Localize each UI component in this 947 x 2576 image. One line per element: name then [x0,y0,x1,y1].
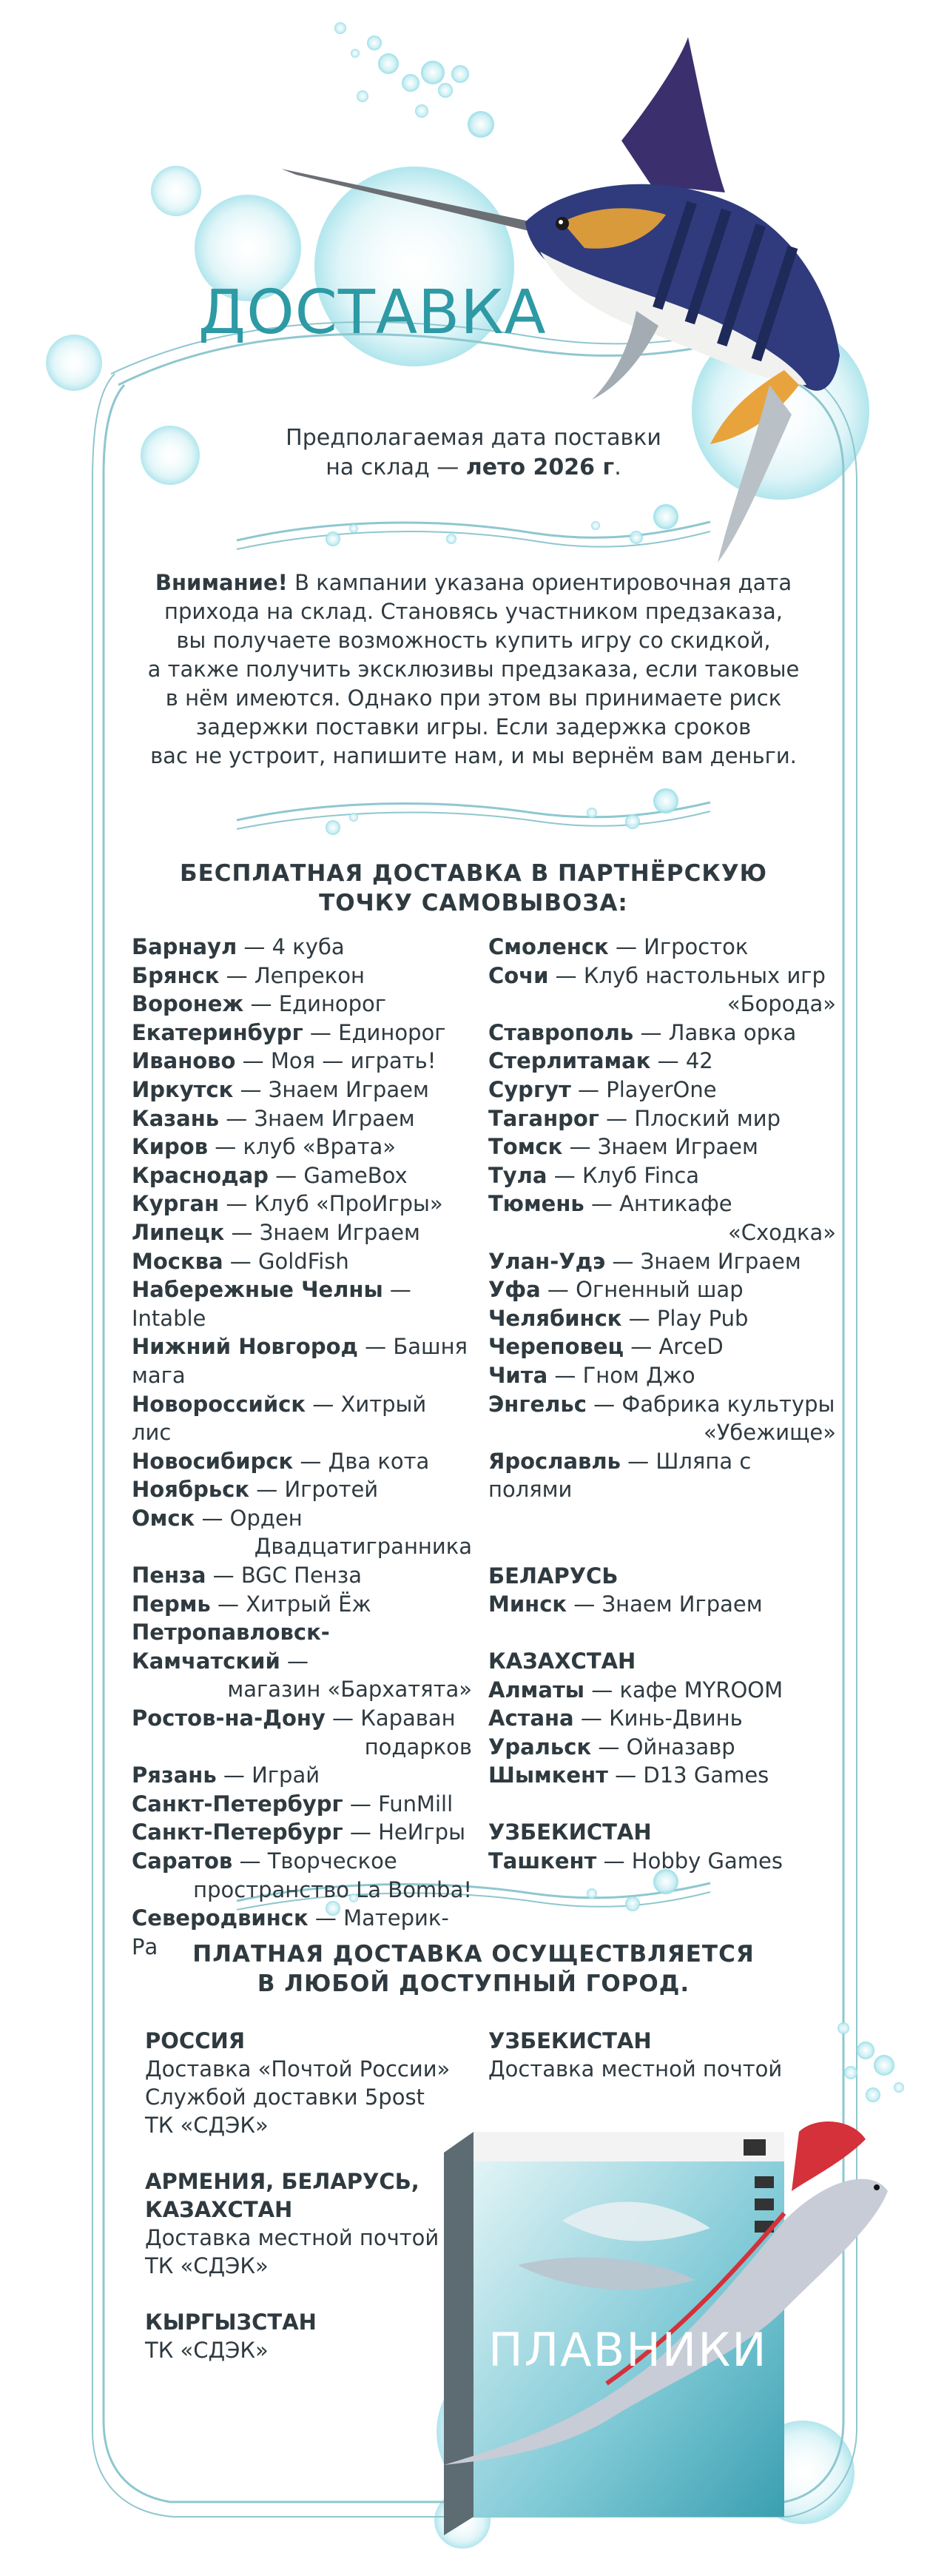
city-name: Липецк [132,1219,225,1245]
dash: — [608,934,644,959]
list-item [132,1218,472,1247]
dash: — [325,1705,361,1731]
list-item [132,1047,472,1076]
city-name: Екатеринбург [132,1019,303,1045]
pickup-place-continued: «Борода» [727,991,836,1017]
city-name: Воронеж [132,991,244,1017]
pickup-place: Орден [229,1505,303,1531]
paid-heading-line1: ПЛАТНАЯ ДОСТАВКА ОСУЩЕСТВЛЯЕТСЯ [192,1941,755,1968]
notice-line: вы получаете возможность купить игру со скидкой, [176,628,771,653]
dash: — [223,1248,259,1274]
city-name: Череповец [488,1334,624,1360]
pickup-points-russia-right [488,933,836,1504]
abk-option: Доставка местной почтой [145,2225,439,2250]
notice-text: В кампании указана ориентировочная дата [287,570,792,595]
page-title: ДОСТАВКА [198,278,547,348]
city-name: Ноябрьск [132,1477,250,1503]
dash: — [268,1162,304,1188]
pickup-place: 4 куба [272,934,345,959]
russia-option: Доставка «Почтой России» [145,2056,451,2082]
pickup-place: Играй [252,1762,320,1788]
dash: — [206,1563,241,1589]
pickup-place-continued: магазин «Бархатята» [227,1677,472,1703]
dash: — [249,1477,285,1503]
pickup-place: Hobby Games [631,1848,783,1874]
kyrgyzstan-heading: КЫРГЫЗСТАН [145,2310,317,2335]
pickup-place: Play Pub [656,1305,749,1331]
dash: — [584,1191,620,1217]
list-item [488,1447,836,1504]
dash: — [235,1048,271,1074]
list-item [132,933,472,962]
city-name: Нижний Новгород [132,1334,358,1360]
city-name: Краснодар [132,1162,269,1188]
dash: — [233,1076,269,1102]
dash: — [303,1019,339,1045]
pickup-place: Два кота [328,1448,430,1474]
delivery-note-line2 [222,453,725,483]
list-item [488,1247,836,1276]
list-item [488,1676,836,1705]
dash: — [219,962,255,988]
city-name: Уральск [488,1734,592,1760]
pickup-place-continued: пространство La Bomba! [193,1876,472,1902]
pickup-place: Клуб настольных игр [583,962,826,988]
city-name: Улан-Удэ [488,1248,606,1274]
pickup-place: Огненный шар [576,1277,744,1303]
list-item [488,1133,836,1161]
list-item [488,1361,836,1390]
uzbekistan-heading: УЗБЕКИСТАН [488,1819,652,1845]
dash: — [280,1648,309,1674]
abk-heading-line1: АРМЕНИЯ, БЕЛАРУСЬ, [145,2169,419,2194]
city-name: Северодвинск [132,1905,309,1931]
list-item [488,1761,836,1790]
dash: — [237,934,272,959]
dash: — [219,1105,255,1131]
city-name: Тула [488,1162,547,1188]
dash: — [591,1734,627,1760]
dash: — [210,1591,246,1617]
city-name: Астана [488,1705,574,1731]
abk-heading-line2: КАЗАХСТАН [145,2197,293,2222]
pickup-place: Знаем Играем [640,1248,801,1274]
dash: — [607,1762,644,1788]
pickup-place-continued: «Убежище» [703,1420,836,1446]
city-name: Новосибирск [132,1448,294,1474]
notice-line: задержки поставки игры. Если задержка сроков [195,714,752,739]
wave-divider-1-bubbles [326,504,678,546]
city-name: Иваново [132,1048,236,1074]
pickup-place: кафе MYROOM [619,1677,783,1703]
city-name: Энгельс [488,1391,587,1417]
list-item [132,990,472,1019]
abk-option: ТК «СДЭК» [145,2253,269,2278]
preorder-notice [141,568,806,771]
city-name: Казань [132,1105,220,1131]
city-name: Киров [132,1134,209,1160]
list-item [488,1047,836,1076]
list-item [132,1704,472,1733]
city-name: Курган [132,1191,220,1217]
city-name: Томск [488,1134,563,1160]
list-item [488,1847,836,1876]
list-item [488,1076,836,1104]
delivery-note-suffix: . [614,455,621,480]
pickup-place: ArceD [658,1334,724,1360]
pickup-place: Клуб Finca [582,1162,700,1188]
dash: — [573,1705,610,1731]
dash: — [547,1162,582,1188]
free-heading-line2: ТОЧКУ САМОВЫВОЗА: [319,890,628,916]
list-item [132,1475,472,1504]
dash: — [306,1391,341,1417]
pickup-place: Intable [132,1305,206,1331]
pickup-place: PlayerOne [606,1076,717,1102]
list-item [132,1590,472,1619]
pickup-place: Творческое [267,1848,397,1874]
pickup-place: Игросток [644,934,749,959]
dash: — [293,1448,328,1474]
pickup-place-continued: «Сходка» [728,1219,836,1245]
pickup-place: GoldFish [258,1248,349,1274]
dash: — [584,1677,620,1703]
city-name: Сочи [488,962,549,988]
list-item [132,1847,472,1876]
dash: — [567,1591,602,1617]
right-bubbles-cluster [838,2022,904,2102]
list-item [488,933,836,962]
notice-line: а также получить эксклюзивы предзаказа, если таковые [147,657,800,682]
pickup-place: Антикафе [619,1191,732,1217]
list-item [488,1332,836,1361]
list-item [132,1019,472,1047]
city-name: Петропавловск-Камчатский [132,1620,330,1674]
list-item [488,1733,836,1762]
city-name: Саратов [132,1848,233,1874]
paid-delivery-right [488,2027,836,2083]
delivery-note-line1: Предполагаемая дата поставки [286,425,661,451]
list-item [488,1590,836,1619]
pickup-place: Башня [393,1334,468,1360]
pickup-place: Клуб «ПроИгры» [254,1191,443,1217]
pickup-place: Моя — играть! [270,1048,437,1074]
russia-option: ТК «СДЭК» [145,2113,269,2138]
pickup-place: 42 [685,1048,713,1074]
city-name: Барнаул [132,934,237,959]
list-item [132,1761,472,1790]
pickup-place: Знаем Играем [268,1076,429,1102]
city-name: Таганрог [488,1105,599,1131]
notice-bold: Внимание! [155,570,288,595]
russia-heading: РОССИЯ [145,2028,246,2053]
pickup-points-right [488,933,836,1875]
dash: — [547,1362,583,1388]
city-name: Москва [132,1248,223,1274]
notice-line: прихода на склад. Становясь участником предзаказа, [164,599,783,624]
dash: — [343,1791,379,1817]
pickup-place: Материк-Ра [132,1905,449,1959]
paid-delivery-left [145,2027,471,2364]
list-item [132,962,472,990]
pickup-place: Караван [360,1705,456,1731]
dash: — [343,1819,379,1845]
uzbekistan-paid-heading: УЗБЕКИСТАН [488,2028,652,2053]
dash: — [624,1334,659,1360]
dash: — [605,1248,641,1274]
list-item [132,1161,472,1190]
dash: — [208,1134,243,1160]
city-name: Ташкент [488,1848,597,1874]
dash: — [548,962,584,988]
city-name: Шымкент [488,1762,608,1788]
kyrgyzstan-option: ТК «СДЭК» [145,2338,269,2363]
kazakhstan-points [488,1676,836,1790]
top-bubbles-cluster [334,22,494,138]
pickup-place: Единорог [338,1019,446,1045]
pickup-place: Хитрый Ёж [246,1591,371,1617]
list-item [488,1190,836,1218]
pickup-place: Знаем Играем [597,1134,758,1160]
pickup-place: FunMill [378,1791,454,1817]
city-name: Ростов-на-Дону [132,1705,326,1731]
list-item [488,962,836,990]
city-name: Пенза [132,1563,206,1589]
dash: — [232,1848,268,1874]
pickup-points-left [132,933,472,1961]
pickup-place: Лавка орка [668,1019,797,1045]
city-name: Новороссийск [132,1391,306,1417]
list-item [488,1161,836,1190]
notice-line: в нём имеются. Однако при этом вы принимаете риск [165,685,782,711]
list-item [488,1019,836,1047]
dash: — [308,1905,344,1931]
notice-line: вас не устроит, напишите нам, и мы вернём вам деньги. [150,743,797,768]
dash: — [382,1277,411,1303]
list-item [132,1818,472,1847]
pickup-place-continued: подарков [364,1734,472,1760]
list-item [132,1247,472,1276]
dash: — [243,991,279,1017]
pickup-place: Игротей [284,1477,379,1503]
pickup-place: Знаем Играем [254,1105,415,1131]
list-item [132,1104,472,1133]
uzbekistan-paid-option: Доставка местной почтой [488,2056,783,2082]
city-name: Санкт-Петербург [132,1791,343,1817]
city-name: Иркутск [132,1076,234,1102]
dash: — [620,1448,656,1474]
list-item [132,1390,472,1447]
pickup-place: Шляпа с полями [488,1448,752,1503]
dash: — [570,1076,607,1102]
pickup-place-continued: Двадцатигранника [254,1534,472,1560]
city-name: Сургут [488,1076,571,1102]
list-item [488,1390,836,1419]
dash: — [216,1762,252,1788]
list-item [488,1304,836,1333]
city-name: Тюмень [488,1191,584,1217]
kazakhstan-heading: КАЗАХСТАН [488,1648,636,1674]
dash: — [357,1334,394,1360]
russia-option: Службой доставки 5post [145,2084,425,2110]
pickup-place: Плоский мир [634,1105,781,1131]
list-item [132,1133,472,1161]
free-heading-line1: БЕСПЛАТНАЯ ДОСТАВКА В ПАРТНЁРСКУЮ [179,860,768,887]
city-name: Ставрополь [488,1019,634,1045]
pickup-place: клуб «Врата» [243,1134,397,1160]
pickup-place: D13 Games [643,1762,769,1788]
pickup-place: Ойназавр [626,1734,735,1760]
list-item [488,1104,836,1133]
city-name: Минск [488,1591,567,1617]
wave-divider-2 [237,802,710,829]
dash: — [650,1048,686,1074]
delivery-date-note [222,423,725,483]
list-item [132,1076,472,1104]
pickup-place: Знаем Играем [259,1219,420,1245]
free-delivery-heading [141,859,806,918]
pickup-place: BGC Пенза [240,1563,362,1589]
dash: — [621,1305,657,1331]
city-name: Санкт-Петербург [132,1819,343,1845]
dash: — [562,1134,598,1160]
pickup-place-continued: мага [132,1362,186,1388]
city-name: Уфа [488,1277,541,1303]
list-item [132,1332,472,1361]
pickup-place: НеИгры [378,1819,465,1845]
dash: — [599,1105,635,1131]
game-box-title: ПЛАВНИКИ [488,2323,768,2377]
pickup-place: Кинь-Двинь [609,1705,743,1731]
city-name: Брянск [132,962,220,988]
pickup-place: Знаем Играем [601,1591,763,1617]
list-item [132,1275,472,1332]
city-name: Набережные Челны [132,1277,383,1303]
list-item [132,1447,472,1476]
belarus-heading: БЕЛАРУСЬ [488,1563,619,1589]
dash: — [596,1848,632,1874]
paid-heading-line2: В ЛЮБОЙ ДОСТУПНЫЙ ГОРОД. [257,1970,690,1997]
list-item [488,1275,836,1304]
city-name: Рязань [132,1762,217,1788]
notice-line [141,568,806,597]
pickup-place: Хитрый лис [132,1391,427,1446]
wave-divider-2-bubbles [326,788,678,835]
pickup-place: Фабрика культуры [621,1391,835,1417]
city-name: Ярославль [488,1448,621,1474]
list-item [132,1790,472,1819]
city-name: Стерлитамак [488,1048,651,1074]
city-name: Омск [132,1505,195,1531]
city-name: Смоленск [488,934,609,959]
list-item [132,1561,472,1590]
dash: — [224,1219,260,1245]
list-item [132,1504,472,1533]
dash: — [540,1277,576,1303]
city-name: Челябинск [488,1305,622,1331]
dash: — [219,1191,255,1217]
pickup-place: Единорог [278,991,387,1017]
delivery-date-value: лето 2026 г [465,455,615,480]
pickup-place: GameBox [303,1162,408,1188]
dash: — [633,1019,669,1045]
pickup-place: Лепрекон [254,962,365,988]
list-item [132,1618,472,1675]
delivery-note-prefix: на склад — [326,455,466,480]
paid-delivery-heading [141,1939,806,1999]
pickup-place: Гном Джо [582,1362,695,1388]
dash: — [586,1391,622,1417]
city-name: Алматы [488,1677,584,1703]
list-item [132,1190,472,1218]
city-name: Чита [488,1362,548,1388]
city-name: Пермь [132,1591,211,1617]
dash: — [195,1505,230,1531]
list-item [488,1704,836,1733]
